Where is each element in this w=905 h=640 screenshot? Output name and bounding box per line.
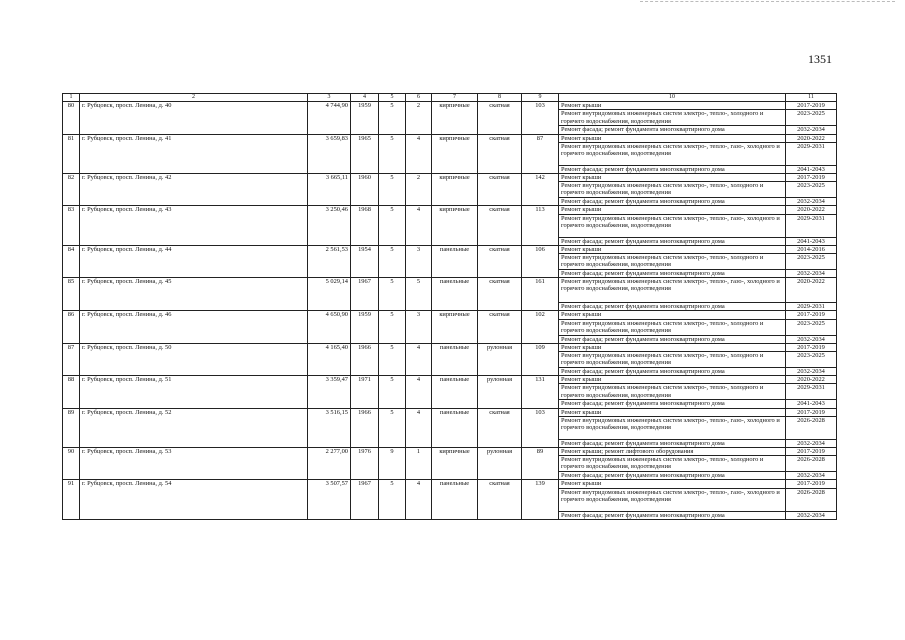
table-row: [63, 245, 837, 253]
roof-cell: рулонная: [478, 376, 522, 408]
residents-cell: 103: [522, 102, 559, 134]
address-cell: г. Рубцовск, просп. Ленина, д. 40: [80, 102, 308, 134]
area-cell: 3 359,47: [308, 376, 351, 408]
address-cell: г. Рубцовск, просп. Ленина, д. 43: [80, 206, 308, 245]
work-cell: Ремонт фасада; ремонт фундамента многоквартирного дома: [559, 368, 786, 376]
address-cell: г. Рубцовск, просп. Ленина, д. 53: [80, 448, 308, 480]
work-cell: Ремонт фасада; ремонт фундамента многоквартирного дома: [559, 400, 786, 408]
roof-cell: скатная: [478, 278, 522, 311]
entrances-cell: 4: [406, 408, 432, 447]
address-cell: г. Рубцовск, просп. Ленина, д. 44: [80, 245, 308, 277]
walls-cell: кирпичные: [432, 206, 478, 245]
entrances-cell: 2: [406, 174, 432, 206]
floors-cell: 9: [379, 448, 406, 480]
page-number: 1351: [808, 52, 832, 66]
walls-cell: кирпичные: [432, 174, 478, 206]
work-cell: Ремонт крыши; ремонт лифтового оборудования: [559, 448, 786, 456]
work-cell: Ремонт внутридомовых инженерных систем электро-, тепло-, холодного и горячего водоснабжения, водоотведения: [559, 110, 786, 126]
period-cell: 2032-2034: [786, 472, 837, 480]
work-cell: Ремонт внутридомовых инженерных систем электро-, тепло-, холодного и горячего водоснабжения, водоотведения: [559, 319, 786, 335]
work-cell: Ремонт фасада; ремонт фундамента многоквартирного дома: [559, 165, 786, 173]
area-cell: 2 561,53: [308, 245, 351, 277]
work-cell: Ремонт крыши: [559, 134, 786, 142]
table-row: [63, 102, 837, 110]
work-cell: Ремонт фасада; ремонт фундамента многоквартирного дома: [559, 335, 786, 343]
work-cell: Ремонт крыши: [559, 311, 786, 319]
top-scan-line: [640, 1, 895, 2]
column-number-row: [63, 94, 837, 102]
work-cell: Ремонт крыши: [559, 376, 786, 384]
year-cell: 1966: [351, 343, 379, 375]
header-cell: 11: [786, 94, 837, 102]
work-cell: Ремонт крыши: [559, 174, 786, 182]
table-row: [63, 408, 837, 416]
address-cell: г. Рубцовск, просп. Ленина, д. 52: [80, 408, 308, 447]
area-cell: 5 029,14: [308, 278, 351, 311]
period-cell: 2017-2019: [786, 311, 837, 319]
table-row: [63, 448, 837, 456]
floors-cell: 5: [379, 408, 406, 447]
residents-cell: 89: [522, 448, 559, 480]
address-cell: г. Рубцовск, просп. Ленина, д. 46: [80, 311, 308, 343]
work-cell: Ремонт внутридомовых инженерных систем электро-, тепло-, газо-, холодного и горячего водоснабжения, водоотведения: [559, 278, 786, 303]
roof-cell: рулонная: [478, 448, 522, 480]
period-cell: 2020-2022: [786, 278, 837, 303]
residents-cell: 113: [522, 206, 559, 245]
capital-repair-table: [62, 93, 837, 520]
residents-cell: 102: [522, 311, 559, 343]
entrances-cell: 2: [406, 102, 432, 134]
work-cell: Ремонт фасада; ремонт фундамента многоквартирного дома: [559, 198, 786, 206]
year-cell: 1966: [351, 408, 379, 447]
entrances-cell: 1: [406, 448, 432, 480]
header-cell: 10: [559, 94, 786, 102]
row-number: 84: [63, 245, 80, 277]
header-cell: 3: [308, 94, 351, 102]
area-cell: 3 250,46: [308, 206, 351, 245]
walls-cell: кирпичные: [432, 134, 478, 173]
walls-cell: кирпичные: [432, 448, 478, 480]
year-cell: 1959: [351, 102, 379, 134]
period-cell: 2023-2025: [786, 254, 837, 270]
residents-cell: 109: [522, 343, 559, 375]
period-cell: 2017-2019: [786, 408, 837, 416]
period-cell: 2029-2031: [786, 142, 837, 165]
period-cell: 2014-2016: [786, 245, 837, 253]
period-cell: 2029-2031: [786, 214, 837, 237]
area-cell: 3 659,83: [308, 134, 351, 173]
work-cell: Ремонт фасада; ремонт фундамента многоквартирного дома: [559, 270, 786, 278]
area-cell: 3 507,57: [308, 480, 351, 519]
period-cell: 2017-2019: [786, 174, 837, 182]
roof-cell: скатная: [478, 245, 522, 277]
residents-cell: 161: [522, 278, 559, 311]
work-cell: Ремонт внутридомовых инженерных систем электро-, тепло-, газо-, холодного и горячего водоснабжения, водоотведения: [559, 416, 786, 439]
period-cell: 2029-2031: [786, 303, 837, 311]
residents-cell: 142: [522, 174, 559, 206]
address-cell: г. Рубцовск, просп. Ленина, д. 54: [80, 480, 308, 519]
walls-cell: панельные: [432, 343, 478, 375]
year-cell: 1976: [351, 448, 379, 480]
area-cell: 3 665,11: [308, 174, 351, 206]
walls-cell: панельные: [432, 480, 478, 519]
table-row: [63, 480, 837, 488]
period-cell: 2017-2019: [786, 480, 837, 488]
work-cell: Ремонт фасада; ремонт фундамента многоквартирного дома: [559, 439, 786, 447]
row-number: 87: [63, 343, 80, 375]
floors-cell: 5: [379, 376, 406, 408]
work-cell: Ремонт крыши: [559, 343, 786, 351]
work-cell: Ремонт фасада; ремонт фундамента многоквартирного дома: [559, 237, 786, 245]
address-cell: г. Рубцовск, просп. Ленина, д. 50: [80, 343, 308, 375]
header-cell: 5: [379, 94, 406, 102]
residents-cell: 87: [522, 134, 559, 173]
year-cell: 1971: [351, 376, 379, 408]
table-row: [63, 174, 837, 182]
work-cell: Ремонт внутридомовых инженерных систем электро-, тепло-, холодного и горячего водоснабжения, водоотведения: [559, 456, 786, 472]
year-cell: 1967: [351, 480, 379, 519]
period-cell: 2041-2043: [786, 165, 837, 173]
work-cell: Ремонт внутридомовых инженерных систем электро-, тепло-, газо-, холодного и горячего водоснабжения, водоотведения: [559, 214, 786, 237]
work-cell: Ремонт фасада; ремонт фундамента многоквартирного дома: [559, 303, 786, 311]
period-cell: 2017-2019: [786, 102, 837, 110]
roof-cell: скатная: [478, 311, 522, 343]
residents-cell: 139: [522, 480, 559, 519]
row-number: 89: [63, 408, 80, 447]
work-cell: Ремонт внутридомовых инженерных систем электро-, тепло-, газо-, холодного и горячего водоснабжения, водоотведения: [559, 142, 786, 165]
period-cell: 2041-2043: [786, 237, 837, 245]
period-cell: 2023-2025: [786, 182, 837, 198]
period-cell: 2017-2019: [786, 448, 837, 456]
row-number: 85: [63, 278, 80, 311]
period-cell: 2020-2022: [786, 134, 837, 142]
work-cell: Ремонт внутридомовых инженерных систем электро-, тепло-, холодного и горячего водоснабжения, водоотведения: [559, 182, 786, 198]
floors-cell: 5: [379, 343, 406, 375]
period-cell: 2032-2034: [786, 198, 837, 206]
walls-cell: панельные: [432, 278, 478, 311]
period-cell: 2023-2025: [786, 352, 837, 368]
entrances-cell: 4: [406, 343, 432, 375]
residents-cell: 131: [522, 376, 559, 408]
work-cell: Ремонт крыши: [559, 480, 786, 488]
entrances-cell: 3: [406, 311, 432, 343]
work-cell: Ремонт внутридомовых инженерных систем электро-, тепло-, холодного и горячего водоснабжения, водоотведения: [559, 384, 786, 400]
address-cell: г. Рубцовск, просп. Ленина, д. 45: [80, 278, 308, 311]
year-cell: 1967: [351, 278, 379, 311]
walls-cell: панельные: [432, 408, 478, 447]
roof-cell: скатная: [478, 102, 522, 134]
header-cell: 4: [351, 94, 379, 102]
year-cell: 1968: [351, 206, 379, 245]
address-cell: г. Рубцовск, просп. Ленина, д. 41: [80, 134, 308, 173]
floors-cell: 5: [379, 278, 406, 311]
header-cell: 1: [63, 94, 80, 102]
work-cell: Ремонт крыши: [559, 206, 786, 214]
period-cell: 2026-2028: [786, 488, 837, 511]
work-cell: Ремонт крыши: [559, 102, 786, 110]
row-number: 88: [63, 376, 80, 408]
period-cell: 2023-2025: [786, 110, 837, 126]
period-cell: 2017-2019: [786, 343, 837, 351]
entrances-cell: 3: [406, 245, 432, 277]
period-cell: 2032-2034: [786, 368, 837, 376]
period-cell: 2032-2034: [786, 126, 837, 134]
row-number: 81: [63, 134, 80, 173]
work-cell: Ремонт фасада; ремонт фундамента многоквартирного дома: [559, 126, 786, 134]
address-cell: г. Рубцовск, просп. Ленина, д. 51: [80, 376, 308, 408]
work-cell: Ремонт внутридомовых инженерных систем электро-, тепло-, газо-, холодного и горячего водоснабжения, водоотведения: [559, 488, 786, 511]
period-cell: 2032-2034: [786, 439, 837, 447]
year-cell: 1965: [351, 134, 379, 173]
floors-cell: 5: [379, 206, 406, 245]
walls-cell: кирпичные: [432, 102, 478, 134]
roof-cell: скатная: [478, 408, 522, 447]
floors-cell: 5: [379, 245, 406, 277]
walls-cell: панельные: [432, 245, 478, 277]
header-cell: 7: [432, 94, 478, 102]
table-row: [63, 311, 837, 319]
residents-cell: 103: [522, 408, 559, 447]
work-cell: Ремонт фасада; ремонт фундамента многоквартирного дома: [559, 472, 786, 480]
roof-cell: скатная: [478, 174, 522, 206]
roof-cell: скатная: [478, 206, 522, 245]
floors-cell: 5: [379, 102, 406, 134]
period-cell: 2020-2022: [786, 206, 837, 214]
residents-cell: 106: [522, 245, 559, 277]
period-cell: 2029-2031: [786, 384, 837, 400]
header-cell: 6: [406, 94, 432, 102]
area-cell: 2 277,00: [308, 448, 351, 480]
period-cell: 2020-2022: [786, 376, 837, 384]
row-number: 82: [63, 174, 80, 206]
entrances-cell: 4: [406, 206, 432, 245]
period-cell: 2032-2034: [786, 511, 837, 519]
period-cell: 2026-2028: [786, 456, 837, 472]
header-cell: 9: [522, 94, 559, 102]
period-cell: 2032-2034: [786, 270, 837, 278]
table-row: [63, 343, 837, 351]
row-number: 91: [63, 480, 80, 519]
entrances-cell: 4: [406, 134, 432, 173]
year-cell: 1959: [351, 311, 379, 343]
area-cell: 4 744,90: [308, 102, 351, 134]
floors-cell: 5: [379, 311, 406, 343]
roof-cell: рулонная: [478, 343, 522, 375]
walls-cell: панельные: [432, 376, 478, 408]
floors-cell: 5: [379, 480, 406, 519]
table-row: [63, 206, 837, 214]
row-number: 90: [63, 448, 80, 480]
area-cell: 4 165,40: [308, 343, 351, 375]
area-cell: 3 516,15: [308, 408, 351, 447]
roof-cell: скатная: [478, 134, 522, 173]
period-cell: 2032-2034: [786, 335, 837, 343]
year-cell: 1960: [351, 174, 379, 206]
table-row: [63, 134, 837, 142]
header-cell: 2: [80, 94, 308, 102]
period-cell: 2023-2025: [786, 319, 837, 335]
row-number: 80: [63, 102, 80, 134]
row-number: 83: [63, 206, 80, 245]
floors-cell: 5: [379, 134, 406, 173]
work-cell: Ремонт крыши: [559, 245, 786, 253]
walls-cell: кирпичные: [432, 311, 478, 343]
year-cell: 1954: [351, 245, 379, 277]
row-number: 86: [63, 311, 80, 343]
table-row: [63, 278, 837, 303]
entrances-cell: 4: [406, 480, 432, 519]
entrances-cell: 5: [406, 278, 432, 311]
period-cell: 2026-2028: [786, 416, 837, 439]
work-cell: Ремонт внутридомовых инженерных систем электро-, тепло-, холодного и горячего водоснабжения, водоотведения: [559, 254, 786, 270]
address-cell: г. Рубцовск, просп. Ленина, д. 42: [80, 174, 308, 206]
entrances-cell: 4: [406, 376, 432, 408]
table-row: [63, 376, 837, 384]
work-cell: Ремонт внутридомовых инженерных систем электро-, тепло-, холодного и горячего водоснабжения, водоотведения: [559, 352, 786, 368]
work-cell: Ремонт крыши: [559, 408, 786, 416]
floors-cell: 5: [379, 174, 406, 206]
area-cell: 4 650,90: [308, 311, 351, 343]
header-cell: 8: [478, 94, 522, 102]
roof-cell: скатная: [478, 480, 522, 519]
work-cell: Ремонт фасада; ремонт фундамента многоквартирного дома: [559, 511, 786, 519]
period-cell: 2041-2043: [786, 400, 837, 408]
